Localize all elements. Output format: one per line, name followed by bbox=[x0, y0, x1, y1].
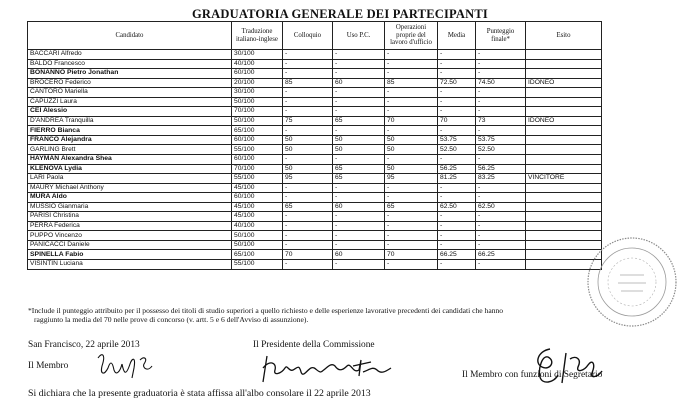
cell-traduzione: 50/100 bbox=[232, 97, 283, 107]
candidate-name: PUPPO Vincenzo bbox=[28, 231, 232, 241]
footnote-line-2: raggiunto la media del 70 nelle prove di concorso (v. artt. 5 e 6 dell'Avviso di assunzione). bbox=[34, 315, 309, 325]
table-row bbox=[28, 97, 602, 107]
cell-uso-pc: 60 bbox=[333, 202, 385, 212]
cell-media: 56.25 bbox=[438, 164, 476, 174]
cell-uso-pc: 60 bbox=[333, 78, 385, 88]
cell-media: - bbox=[438, 155, 476, 165]
cell-traduzione: 50/100 bbox=[232, 240, 283, 250]
cell-colloquio: - bbox=[283, 183, 333, 193]
cell-colloquio: - bbox=[283, 240, 333, 250]
cell-traduzione: 65/100 bbox=[232, 126, 283, 136]
cell-punteggio: - bbox=[476, 231, 526, 241]
footnote-line-1: *Include il punteggio attribuito per il possesso dei titoli di studio superiori a quello richiesto e delle esperienze lavorative precedenti dei candidati che hanno bbox=[28, 306, 504, 315]
cell-esito: VINCITORE bbox=[526, 174, 602, 184]
cell-colloquio: 50 bbox=[283, 145, 333, 155]
cell-esito bbox=[526, 126, 602, 136]
cell-traduzione: 60/100 bbox=[232, 155, 283, 165]
presidente-label: Il Presidente della Commissione bbox=[253, 340, 375, 350]
cell-operazioni: - bbox=[385, 97, 438, 107]
cell-punteggio: - bbox=[476, 107, 526, 117]
cell-punteggio: - bbox=[476, 50, 526, 60]
cell-punteggio: 62.50 bbox=[476, 202, 526, 212]
cell-esito: IDONEO bbox=[526, 116, 602, 126]
cell-esito bbox=[526, 97, 602, 107]
table-row bbox=[28, 221, 602, 231]
cell-colloquio: - bbox=[283, 107, 333, 117]
candidate-name: MURA Aldo bbox=[28, 193, 232, 203]
candidate-name: BONANNO Pietro Jonathan bbox=[28, 69, 232, 79]
cell-punteggio: - bbox=[476, 183, 526, 193]
cell-punteggio: - bbox=[476, 126, 526, 136]
cell-esito bbox=[526, 221, 602, 231]
cell-traduzione: 60/100 bbox=[232, 135, 283, 145]
table-row bbox=[28, 202, 602, 212]
cell-punteggio: 74.50 bbox=[476, 78, 526, 88]
cell-media: - bbox=[438, 97, 476, 107]
cell-uso-pc: - bbox=[333, 88, 385, 98]
table-row bbox=[28, 107, 602, 117]
candidate-name: FRANCO Alejandra bbox=[28, 135, 232, 145]
cell-punteggio: 66.25 bbox=[476, 250, 526, 260]
table-row bbox=[28, 183, 602, 193]
cell-uso-pc: - bbox=[333, 50, 385, 60]
table-row bbox=[28, 250, 602, 260]
place-date: San Francisco, 22 aprile 2013 bbox=[28, 340, 140, 350]
table-row bbox=[28, 145, 602, 155]
cell-colloquio: - bbox=[283, 69, 333, 79]
candidate-name: LARI Paola bbox=[28, 174, 232, 184]
table-row bbox=[28, 69, 602, 79]
cell-media: - bbox=[438, 107, 476, 117]
cell-esito bbox=[526, 50, 602, 60]
cell-colloquio: 65 bbox=[283, 202, 333, 212]
cell-operazioni: - bbox=[385, 50, 438, 60]
table-row bbox=[28, 88, 602, 98]
cell-operazioni: - bbox=[385, 88, 438, 98]
table-header-row bbox=[28, 22, 602, 50]
candidate-name: SPINELLA Fabio bbox=[28, 250, 232, 260]
cell-esito: IDONEO bbox=[526, 78, 602, 88]
cell-esito bbox=[526, 193, 602, 203]
cell-colloquio: - bbox=[283, 59, 333, 69]
candidate-name: CEI Alessio bbox=[28, 107, 232, 117]
table-row bbox=[28, 135, 602, 145]
presidente-signature-image bbox=[255, 350, 395, 386]
cell-media: 72.50 bbox=[438, 78, 476, 88]
cell-colloquio: - bbox=[283, 231, 333, 241]
table-row bbox=[28, 212, 602, 222]
cell-colloquio: - bbox=[283, 50, 333, 60]
cell-operazioni: - bbox=[385, 107, 438, 117]
table-row bbox=[28, 231, 602, 241]
ranking-table bbox=[27, 21, 602, 270]
table-row bbox=[28, 193, 602, 203]
cell-punteggio: - bbox=[476, 88, 526, 98]
candidate-name: BALDO Francesco bbox=[28, 59, 232, 69]
cell-media: - bbox=[438, 221, 476, 231]
cell-uso-pc: - bbox=[333, 240, 385, 250]
cell-colloquio: 50 bbox=[283, 135, 333, 145]
cell-punteggio: - bbox=[476, 260, 526, 270]
cell-operazioni: 95 bbox=[385, 174, 438, 184]
cell-operazioni: - bbox=[385, 221, 438, 231]
col-punteggio: Punteggio finale* bbox=[476, 22, 526, 50]
cell-traduzione: 45/100 bbox=[232, 202, 283, 212]
cell-colloquio: - bbox=[283, 97, 333, 107]
candidate-name: BROCERO Federico bbox=[28, 78, 232, 88]
cell-uso-pc: - bbox=[333, 260, 385, 270]
cell-esito bbox=[526, 88, 602, 98]
cell-uso-pc: - bbox=[333, 69, 385, 79]
table-row bbox=[28, 260, 602, 270]
cell-uso-pc: - bbox=[333, 193, 385, 203]
cell-operazioni: - bbox=[385, 240, 438, 250]
cell-colloquio: - bbox=[283, 221, 333, 231]
cell-operazioni: - bbox=[385, 193, 438, 203]
cell-traduzione: 55/100 bbox=[232, 174, 283, 184]
cell-punteggio: - bbox=[476, 155, 526, 165]
cell-media: - bbox=[438, 88, 476, 98]
cell-esito bbox=[526, 69, 602, 79]
cell-operazioni: - bbox=[385, 155, 438, 165]
cell-uso-pc: - bbox=[333, 231, 385, 241]
cell-uso-pc: - bbox=[333, 126, 385, 136]
cell-punteggio: 56.25 bbox=[476, 164, 526, 174]
cell-operazioni: - bbox=[385, 183, 438, 193]
candidate-name: D'ANDREA Tranquilla bbox=[28, 116, 232, 126]
cell-colloquio: 85 bbox=[283, 78, 333, 88]
cell-esito bbox=[526, 183, 602, 193]
cell-media: 53.75 bbox=[438, 135, 476, 145]
cell-colloquio: 75 bbox=[283, 116, 333, 126]
cell-colloquio: - bbox=[283, 126, 333, 136]
cell-media: - bbox=[438, 126, 476, 136]
cell-traduzione: 70/100 bbox=[232, 107, 283, 117]
membro-label: Il Membro bbox=[28, 361, 69, 371]
cell-esito bbox=[526, 107, 602, 117]
cell-media: - bbox=[438, 212, 476, 222]
cell-operazioni: - bbox=[385, 260, 438, 270]
cell-uso-pc: - bbox=[333, 212, 385, 222]
segretario-signature-image bbox=[526, 345, 606, 387]
candidate-name: VISINTIN Luciana bbox=[28, 260, 232, 270]
membro-signature-image bbox=[92, 350, 162, 384]
membro-segretario-label: Il Membro con funzioni di Segretario bbox=[462, 370, 603, 380]
col-candidato: Candidato bbox=[28, 22, 232, 50]
cell-punteggio: 52.50 bbox=[476, 145, 526, 155]
cell-traduzione: 40/100 bbox=[232, 221, 283, 231]
table-row bbox=[28, 240, 602, 250]
cell-punteggio: 83.25 bbox=[476, 174, 526, 184]
consular-seal-image bbox=[585, 235, 680, 330]
col-colloquio: Colloquio bbox=[283, 22, 333, 50]
table-row bbox=[28, 164, 602, 174]
cell-traduzione: 50/100 bbox=[232, 116, 283, 126]
cell-colloquio: 50 bbox=[283, 164, 333, 174]
candidate-name: PANICACCI Daniele bbox=[28, 240, 232, 250]
cell-uso-pc: 50 bbox=[333, 145, 385, 155]
col-media: Media bbox=[438, 22, 476, 50]
cell-colloquio: 70 bbox=[283, 250, 333, 260]
cell-esito bbox=[526, 212, 602, 222]
cell-traduzione: 55/100 bbox=[232, 145, 283, 155]
cell-esito bbox=[526, 135, 602, 145]
cell-media: - bbox=[438, 59, 476, 69]
candidate-name: CANTORO Mariella bbox=[28, 88, 232, 98]
cell-punteggio: - bbox=[476, 240, 526, 250]
candidate-name: MUSSIO Gianmaria bbox=[28, 202, 232, 212]
cell-media: 52.50 bbox=[438, 145, 476, 155]
cell-operazioni: 50 bbox=[385, 145, 438, 155]
candidate-name: CAPUZZI Laura bbox=[28, 97, 232, 107]
cell-operazioni: 70 bbox=[385, 250, 438, 260]
cell-uso-pc: - bbox=[333, 59, 385, 69]
cell-punteggio: 53.75 bbox=[476, 135, 526, 145]
cell-media: - bbox=[438, 50, 476, 60]
cell-media: - bbox=[438, 231, 476, 241]
cell-media: 81.25 bbox=[438, 174, 476, 184]
cell-punteggio: - bbox=[476, 221, 526, 231]
cell-operazioni: - bbox=[385, 231, 438, 241]
cell-media: - bbox=[438, 183, 476, 193]
col-esito: Esito bbox=[526, 22, 602, 50]
cell-punteggio: - bbox=[476, 69, 526, 79]
cell-uso-pc: 65 bbox=[333, 116, 385, 126]
col-operazioni: Operazioni proprie del lavoro d'ufficio bbox=[385, 22, 438, 50]
cell-uso-pc: - bbox=[333, 221, 385, 231]
candidate-name: GARLING Brett bbox=[28, 145, 232, 155]
cell-operazioni: - bbox=[385, 126, 438, 136]
candidate-name: KLENOVA Lydia bbox=[28, 164, 232, 174]
cell-punteggio: - bbox=[476, 59, 526, 69]
candidate-name: PARISI Christina bbox=[28, 212, 232, 222]
cell-traduzione: 70/100 bbox=[232, 164, 283, 174]
cell-operazioni: 50 bbox=[385, 164, 438, 174]
cell-colloquio: - bbox=[283, 260, 333, 270]
cell-traduzione: 65/100 bbox=[232, 250, 283, 260]
cell-media: 66.25 bbox=[438, 250, 476, 260]
cell-esito bbox=[526, 202, 602, 212]
cell-traduzione: 50/100 bbox=[232, 231, 283, 241]
table-row bbox=[28, 59, 602, 69]
cell-punteggio: - bbox=[476, 212, 526, 222]
cell-uso-pc: 60 bbox=[333, 250, 385, 260]
cell-traduzione: 30/100 bbox=[232, 88, 283, 98]
cell-operazioni: 50 bbox=[385, 135, 438, 145]
cell-media: - bbox=[438, 69, 476, 79]
cell-colloquio: - bbox=[283, 155, 333, 165]
cell-punteggio: 73 bbox=[476, 116, 526, 126]
cell-esito bbox=[526, 145, 602, 155]
cell-operazioni: - bbox=[385, 59, 438, 69]
cell-esito bbox=[526, 59, 602, 69]
cell-esito bbox=[526, 155, 602, 165]
cell-traduzione: 60/100 bbox=[232, 69, 283, 79]
cell-punteggio: - bbox=[476, 97, 526, 107]
cell-colloquio: - bbox=[283, 88, 333, 98]
footnote bbox=[28, 306, 628, 325]
cell-media: 62.50 bbox=[438, 202, 476, 212]
cell-traduzione: 45/100 bbox=[232, 183, 283, 193]
cell-traduzione: 30/100 bbox=[232, 50, 283, 60]
cell-operazioni: - bbox=[385, 69, 438, 79]
cell-uso-pc: 50 bbox=[333, 135, 385, 145]
cell-media: - bbox=[438, 260, 476, 270]
table-row bbox=[28, 78, 602, 88]
candidate-name: PERRA Federica bbox=[28, 221, 232, 231]
cell-uso-pc: - bbox=[333, 97, 385, 107]
cell-operazioni: - bbox=[385, 212, 438, 222]
cell-media: - bbox=[438, 240, 476, 250]
table-row bbox=[28, 116, 602, 126]
table-row bbox=[28, 155, 602, 165]
table-row bbox=[28, 126, 602, 136]
candidate-name: HAYMAN Alexandra Shea bbox=[28, 155, 232, 165]
cell-operazioni: 65 bbox=[385, 202, 438, 212]
cell-operazioni: 85 bbox=[385, 78, 438, 88]
cell-esito bbox=[526, 164, 602, 174]
cell-traduzione: 45/100 bbox=[232, 212, 283, 222]
cell-uso-pc: - bbox=[333, 155, 385, 165]
table-row bbox=[28, 174, 602, 184]
cell-punteggio: - bbox=[476, 193, 526, 203]
col-uso-pc: Uso P.C. bbox=[333, 22, 385, 50]
col-traduzione: Traduzione italiano-inglese bbox=[232, 22, 283, 50]
cell-colloquio: - bbox=[283, 212, 333, 222]
cell-traduzione: 20/100 bbox=[232, 78, 283, 88]
table-row bbox=[28, 50, 602, 60]
cell-traduzione: 60/100 bbox=[232, 193, 283, 203]
affissione-statement: Si dichiara che la presente graduatoria è stata affissa all'albo consolare il 22 aprile 2013 bbox=[28, 388, 371, 399]
document-title: GRADUATORIA GENERALE DEI PARTECIPANTI bbox=[191, 7, 488, 21]
cell-traduzione: 40/100 bbox=[232, 59, 283, 69]
cell-media: - bbox=[438, 193, 476, 203]
cell-uso-pc: 65 bbox=[333, 164, 385, 174]
cell-operazioni: 70 bbox=[385, 116, 438, 126]
cell-uso-pc: - bbox=[333, 107, 385, 117]
cell-media: 70 bbox=[438, 116, 476, 126]
candidate-name: BACCARI Alfredo bbox=[28, 50, 232, 60]
cell-colloquio: - bbox=[283, 193, 333, 203]
cell-uso-pc: 65 bbox=[333, 174, 385, 184]
cell-uso-pc: - bbox=[333, 183, 385, 193]
cell-traduzione: 55/100 bbox=[232, 260, 283, 270]
candidate-name: FIERRO Bianca bbox=[28, 126, 232, 136]
candidate-name: MAURY Michael Anthony bbox=[28, 183, 232, 193]
cell-colloquio: 95 bbox=[283, 174, 333, 184]
